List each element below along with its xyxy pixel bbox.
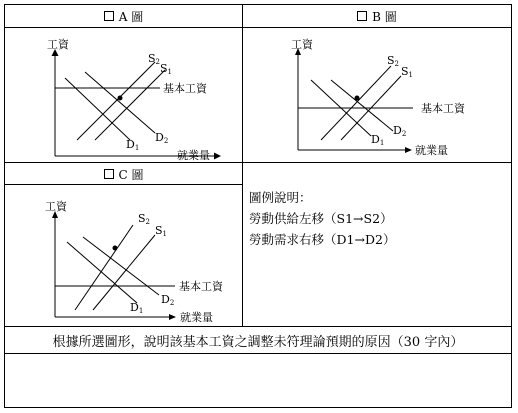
legend-supply-shift: 勞動供給左移（S1→S2） [249,211,393,226]
answer-field[interactable] [5,354,511,407]
graph-a-d1-label: D1 [126,138,140,152]
graph-c-s1-label: S1 [155,224,168,238]
legend-box [249,187,395,250]
panel-b-title: B 圖 [372,9,397,24]
panel-b-checkbox[interactable] [357,11,367,21]
graph-b-d2-label: D2 [393,124,407,138]
graph-a-d1-line [65,78,130,140]
graph-a-equilibrium-point [118,96,123,101]
graph-a-s1-label: S1 [160,62,173,76]
graph-b-equilibrium-point [355,96,360,101]
graph-c-d1-label: D1 [130,301,144,315]
graph-c-y-label: 工資 [45,200,67,213]
graph-c-equilibrium-point [113,246,118,251]
graph-a-x-label: 就業量 [177,149,210,162]
graph-b-x-label: 就業量 [415,144,448,157]
graph-b-s1-label: S1 [401,65,414,79]
worksheet-table [4,4,512,408]
graph-b-s2-label: S2 [387,54,400,68]
graph-b-d1-label: D1 [371,133,385,147]
graph-b-x-arrow [405,147,412,153]
graph-b-d2-line [331,80,393,131]
panel-b-header[interactable] [243,5,511,27]
graph-c-x-label: 就業量 [180,311,213,324]
graph-a-min-wage-label: 基本工資 [163,82,207,95]
graph-b-y-label: 工資 [291,38,313,51]
panel-a-header[interactable] [5,5,242,27]
legend-demand-shift: 勞動需求右移（D1→D2） [249,232,396,247]
graph-b-s2-line [321,66,391,140]
panel-c-title: C 圖 [118,167,144,182]
panel-c-checkbox[interactable] [104,169,114,179]
panel-a-title: A 圖 [118,9,144,24]
question-prompt: 根據所選圖形，說明該基本工資之調整未符理論預期的原因（30 字內） [52,334,464,350]
graph-a-s1-line [95,70,165,140]
panel-c-header[interactable] [5,163,242,185]
graph-b-min-wage-label: 基本工資 [421,102,465,115]
graph-a [5,28,242,162]
graph-b [243,28,511,162]
graph-c-min-wage-label: 基本工資 [179,280,223,293]
graph-c-s2-label: S2 [138,212,151,226]
graph-a-d2-line [85,72,155,133]
graph-c-d2-label: D2 [161,293,175,307]
graph-a-d2-label: D2 [155,131,169,145]
panel-a-checkbox[interactable] [104,11,114,21]
graph-c-x-arrow [169,314,176,320]
graph-a-s2-label: S2 [148,52,161,66]
legend-title: 圖例說明： [249,190,312,205]
graph-c [5,185,242,326]
graph-a-y-label: 工資 [47,38,69,51]
